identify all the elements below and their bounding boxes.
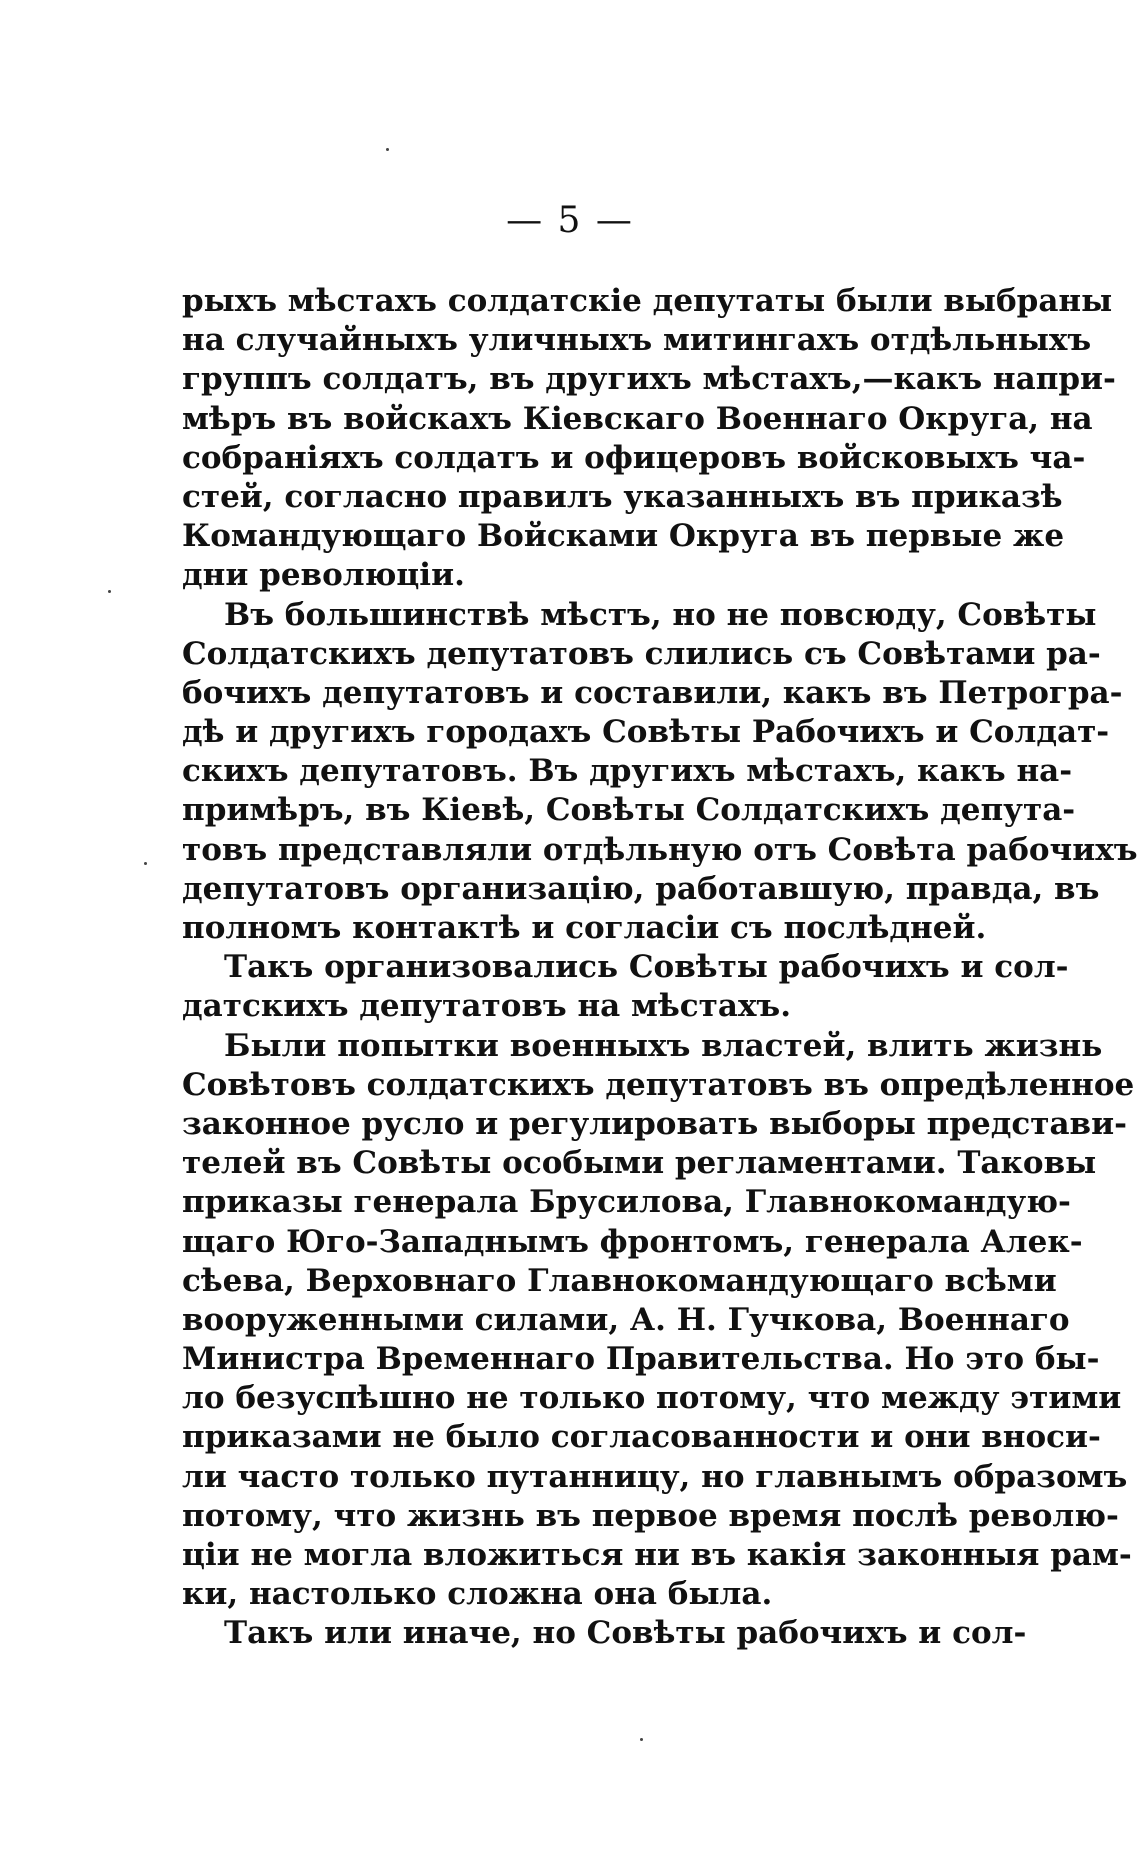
text-line: Совѣтовъ солдатскихъ депутатовъ въ опредѣленное [182, 1066, 1135, 1103]
text-line: ло безуспѣшно не только потому, что между этими [182, 1380, 1122, 1417]
page-speck [386, 148, 389, 151]
text-line: полномъ контактѣ и согласіи съ послѣдней. [182, 910, 987, 946]
text-line: депутатовъ организацію, работавшую, правда, въ [182, 870, 1100, 907]
text-line: Солдатскихъ депутатовъ слились съ Совѣтами ра- [182, 635, 1101, 672]
text-line: Въ большинствѣ мѣстъ, но не повсюду, Совѣты [224, 596, 1097, 633]
text-line: Такъ или иначе, но Совѣты рабочихъ и сол- [224, 1615, 1027, 1652]
text-line: Командующаго Войсками Округа въ первые же [182, 518, 1065, 555]
body-text [182, 282, 1138, 1654]
text-line: щаго Юго-Западнымъ фронтомъ, генерала Алек- [182, 1223, 1083, 1260]
text-line: потому, что жизнь въ первое время послѣ револю- [182, 1497, 1119, 1534]
text-line: ки, настолько сложна она была. [182, 1576, 773, 1613]
paragraph [182, 1027, 1135, 1615]
paragraph [182, 596, 1138, 949]
text-line: ли часто только путанницу, но главнымъ образомъ [182, 1458, 1128, 1495]
text-line: Такъ организовались Совѣты рабочихъ и сол- [224, 949, 1069, 986]
text-line: собраніяхъ солдатъ и офицеровъ войсковыхъ ча- [182, 439, 1086, 476]
text-line: на случайныхъ уличныхъ митингахъ отдѣльныхъ [182, 322, 1092, 359]
text-line: приказы генерала Брусилова, Главнокомандую- [182, 1184, 1071, 1221]
page-speck [640, 1738, 643, 1741]
text-line: группъ солдатъ, въ другихъ мѣстахъ,—какъ напри- [182, 361, 1116, 398]
text-line: примѣръ, въ Кіевѣ, Совѣты Солдатскихъ депута- [182, 792, 1076, 829]
text-line: Министра Временнаго Правительства. Но это бы- [182, 1341, 1100, 1378]
text-line: дни революціи. [182, 557, 465, 594]
paragraph [182, 1614, 1027, 1653]
text-line: товъ представляли отдѣльную отъ Совѣта рабочихъ [182, 831, 1138, 868]
page-speck [144, 862, 147, 865]
paragraph [182, 282, 1116, 596]
text-line: ціи не могла вложиться ни въ какія законныя рам- [182, 1537, 1132, 1573]
text-line: дѣ и другихъ городахъ Совѣты Рабочихъ и Солдат- [182, 714, 1110, 751]
text-line: законное русло и регулировать выборы представи- [182, 1105, 1127, 1142]
text-line: мѣръ въ войскахъ Кіевскаго Военнаго Округа, на [182, 400, 1093, 437]
text-line: датскихъ депутатовъ на мѣстахъ. [182, 988, 791, 1025]
text-line: рыхъ мѣстахъ солдатскіе депутаты были выбраны [182, 283, 1113, 319]
text-line: вооруженными силами, А. Н. Гучкова, Военнаго [182, 1301, 1070, 1338]
text-line: стей, согласно правилъ указанныхъ въ приказѣ [182, 478, 1063, 515]
text-line: скихъ депутатовъ. Въ другихъ мѣстахъ, какъ на- [182, 753, 1073, 790]
page-number: — 5 — [506, 200, 634, 241]
text-line: телей въ Совѣты особыми регламентами. Таковы [182, 1145, 1097, 1182]
text-line: приказами не было согласованности и они вноси- [182, 1419, 1101, 1456]
text-line: сѣева, Верховнаго Главнокомандующаго всѣми [182, 1262, 1057, 1299]
page-speck [108, 590, 111, 593]
text-line: бочихъ депутатовъ и составили, какъ въ Петрогра- [182, 674, 1123, 711]
paragraph [182, 948, 1069, 1026]
text-line: Были попытки военныхъ властей, влить жизнь [224, 1027, 1103, 1064]
